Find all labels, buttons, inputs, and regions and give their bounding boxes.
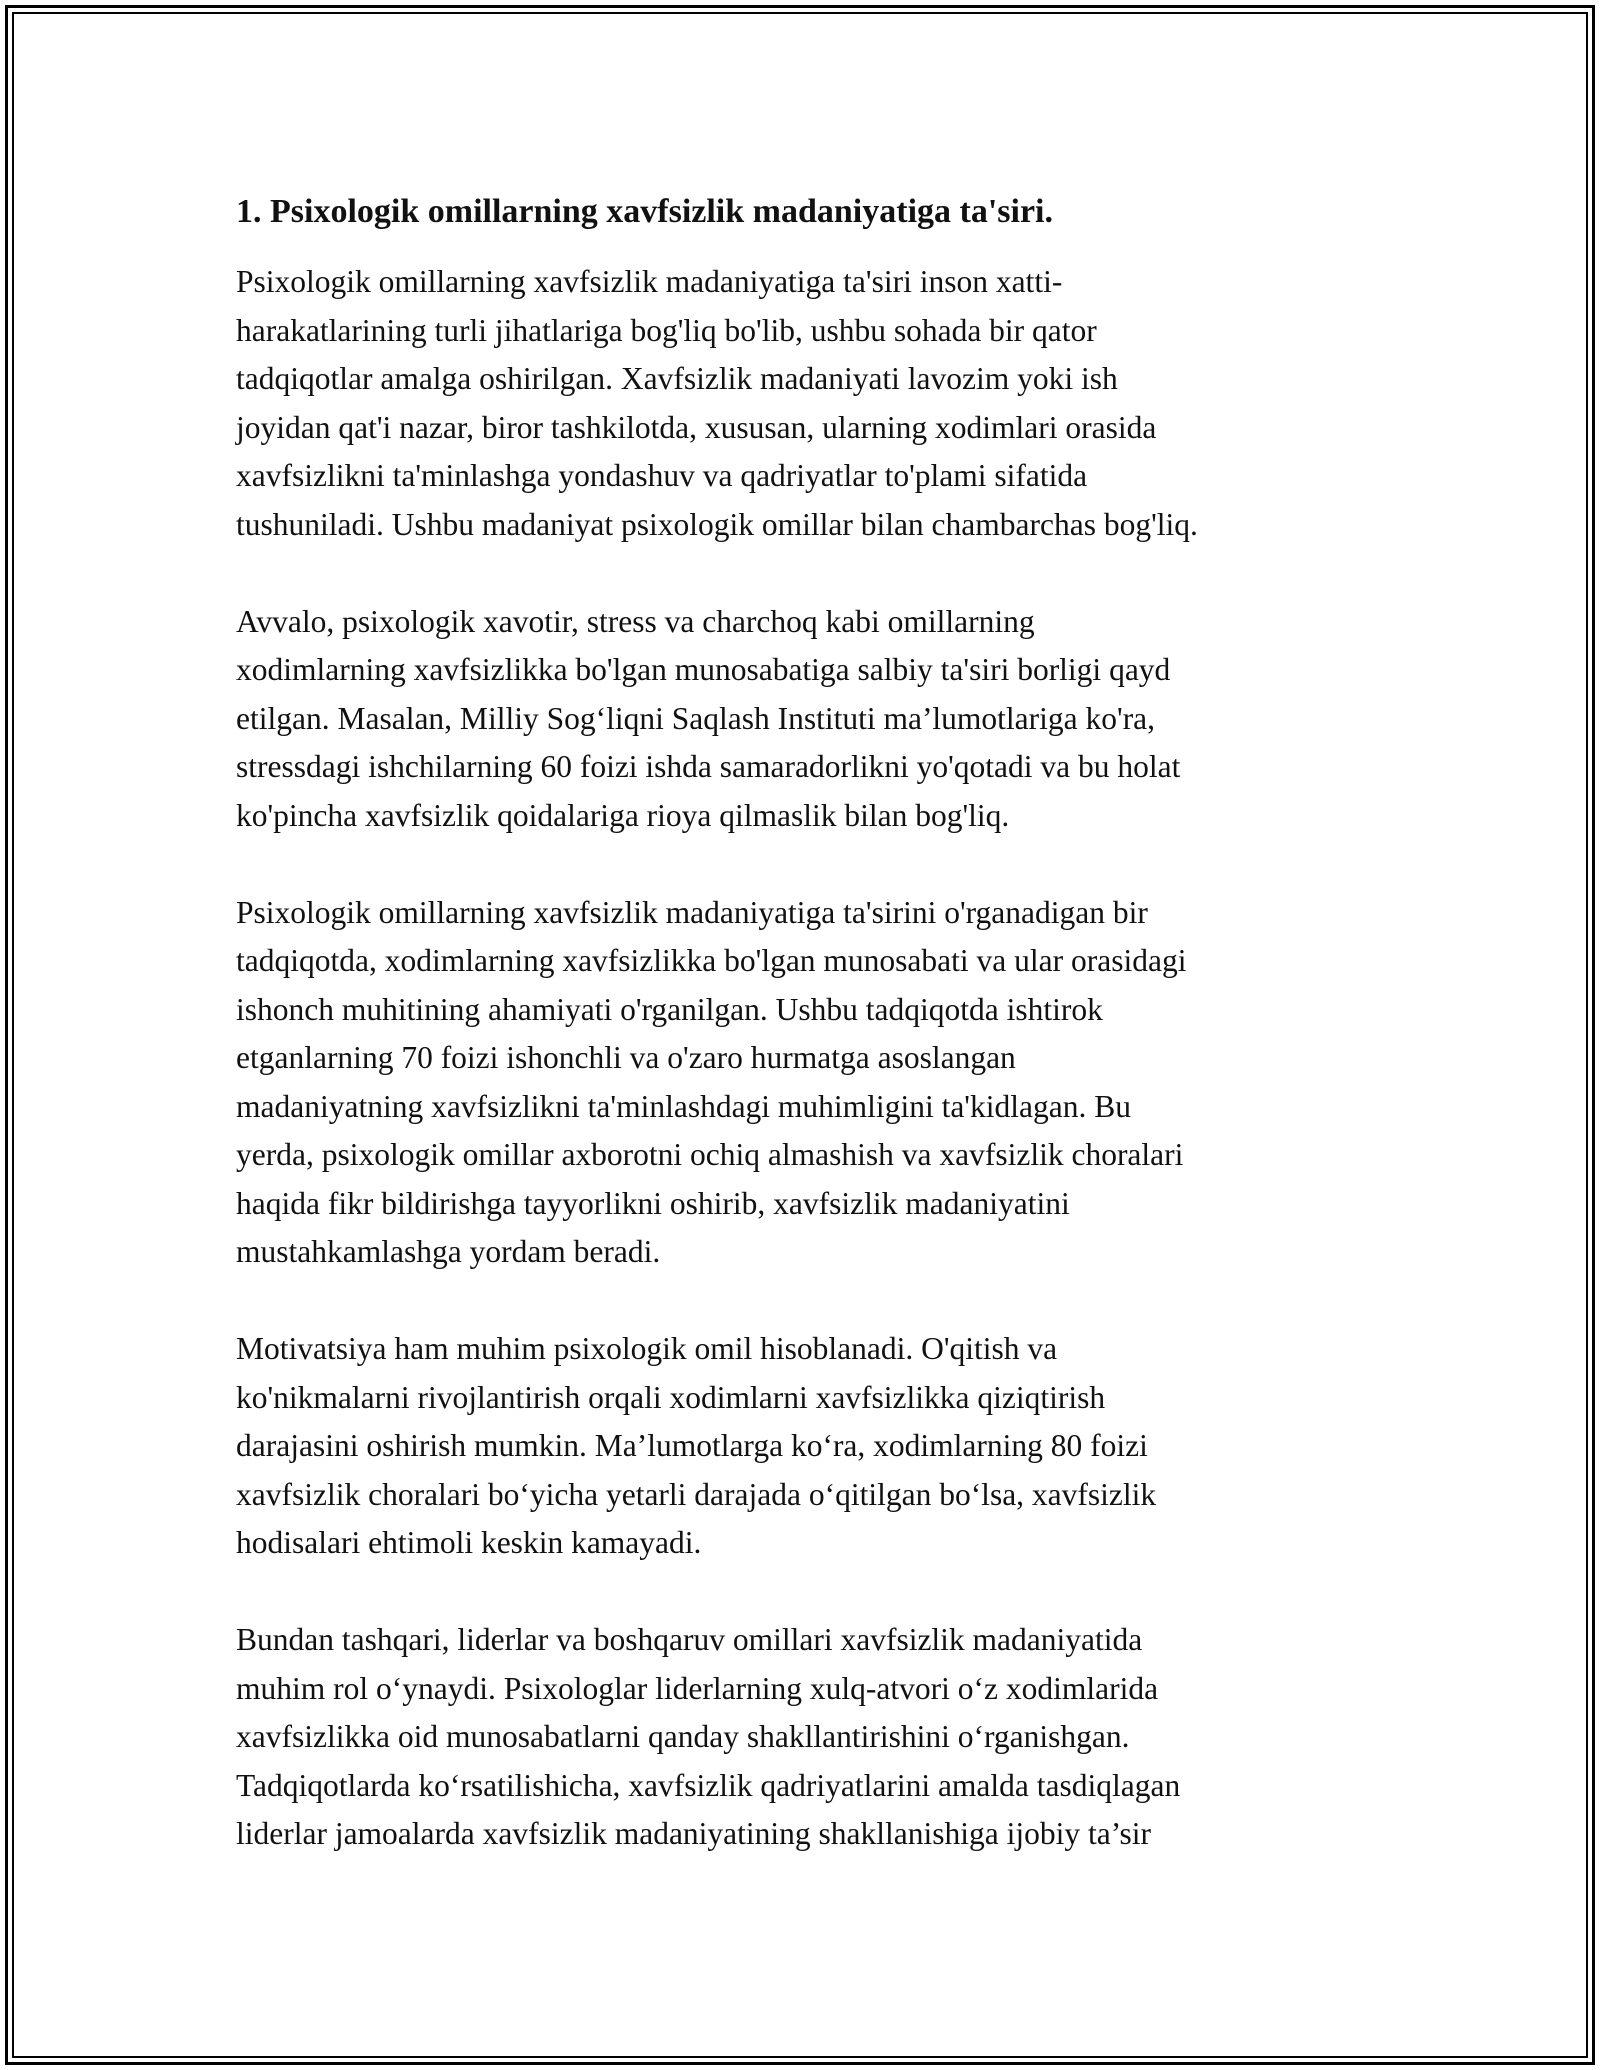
paragraph-line: hodisalari ehtimoli keskin kamayadi.	[236, 1525, 702, 1560]
paragraph-line: etganlarning 70 foizi ishonchli va o'zaro hurmatga asoslangan	[236, 1040, 1016, 1075]
paragraph-line: yerda, psixologik omillar axborotni ochiq almashish va xavfsizlik choralari	[236, 1137, 1184, 1172]
paragraph-line: mustahkamlashga yordam beradi.	[236, 1234, 661, 1269]
paragraph	[236, 598, 1356, 841]
paragraph-line: tadqiqotda, xodimlarning xavfsizlikka bo'lgan munosabati va ular orasidagi	[236, 943, 1187, 978]
paragraph-line: etilgan. Masalan, Milliy Sog‘liqni Saqlash Instituti ma’lumotlariga ko'ra,	[236, 700, 1156, 736]
section-heading: 1. Psixologik omillarning xavfsizlik madaniyatiga ta'siri.	[236, 193, 1053, 230]
paragraph-line: Psixologik omillarning xavfsizlik madaniyatiga ta'sirini o'rganadigan bir	[236, 894, 1148, 930]
paragraph-line: darajasini oshirish mumkin. Ma’lumotlarga ko‘ra, xodimlarning 80 foizi	[236, 1428, 1148, 1463]
paragraph-line: muhim rol o‘ynaydi. Psixologlar liderlarning xulq-atvori o‘z xodimlarida	[236, 1670, 1159, 1706]
paragraph-line: madaniyatning xavfsizlikni ta'minlashdagi muhimligini ta'kidlagan. Bu	[236, 1088, 1131, 1124]
paragraph-line: xavfsizlikka oid munosabatlarni qanday shakllantirishini o‘rganishgan.	[236, 1719, 1130, 1754]
paragraph	[236, 1325, 1356, 1568]
paragraph-line: Bundan tashqari, liderlar va boshqaruv omillari xavfsizlik madaniyatida	[236, 1622, 1143, 1657]
paragraph-line: xavfsizlik choralari bo‘yicha yetarli darajada o‘qitilgan bo‘lsa, xavfsizlik	[236, 1476, 1157, 1512]
paragraph	[236, 889, 1356, 1277]
paragraph-line: tadqiqotlar amalga oshirilgan. Xavfsizlik madaniyati lavozim yoki ish	[236, 361, 1118, 396]
paragraph-line: stressdagi ishchilarning 60 foizi ishda samaradorlikni yo'qotadi va bu holat	[236, 749, 1181, 784]
paragraphs-container	[236, 258, 1356, 1859]
document-content	[236, 188, 1356, 1907]
paragraph-line: Psixologik omillarning xavfsizlik madaniyatiga ta'siri inson xatti-	[236, 264, 1063, 299]
paragraph-line: liderlar jamoalarda xavfsizlik madaniyatining shakllanishiga ijobiy ta’sir	[236, 1816, 1151, 1851]
paragraph-line: Motivatsiya ham muhim psixologik omil hisoblanadi. O'qitish va	[236, 1331, 1058, 1366]
paragraph-line: Avvalo, psixologik xavotir, stress va charchoq kabi omillarning	[236, 603, 1035, 639]
paragraph-line: ko'nikmalarni rivojlantirish orqali xodimlarni xavfsizlikka qiziqtirish	[236, 1379, 1106, 1415]
paragraph-line: ko'pincha xavfsizlik qoidalariga rioya qilmaslik bilan bog'liq.	[236, 797, 1010, 833]
paragraph-line: xodimlarning xavfsizlikka bo'lgan munosabatiga salbiy ta'siri borligi qayd	[236, 652, 1171, 687]
paragraph-line: haqida fikr bildirishga tayyorlikni oshirib, xavfsizlik madaniyatini	[236, 1185, 1070, 1221]
paragraph-line: harakatlarining turli jihatlariga bog'liq bo'lib, ushbu sohada bir qator	[236, 312, 1097, 348]
paragraph	[236, 1616, 1356, 1859]
paragraph-line: ishonch muhitining ahamiyati o'rganilgan. Ushbu tadqiqotda ishtirok	[236, 991, 1103, 1027]
paragraph-line: tushuniladi. Ushbu madaniyat psixologik omillar bilan chambarchas bog'liq.	[236, 506, 1198, 542]
paragraph-line: xavfsizlikni ta'minlashga yondashuv va qadriyatlar to'plami sifatida	[236, 458, 1088, 493]
paragraph-line: joyidan qat'i nazar, biror tashkilotda, xususan, ularning xodimlari orasida	[236, 409, 1157, 445]
paragraph	[236, 258, 1356, 549]
paragraph-line: Tadqiqotlarda ko‘rsatilishicha, xavfsizlik qadriyatlarini amalda tasdiqlagan	[236, 1767, 1181, 1803]
